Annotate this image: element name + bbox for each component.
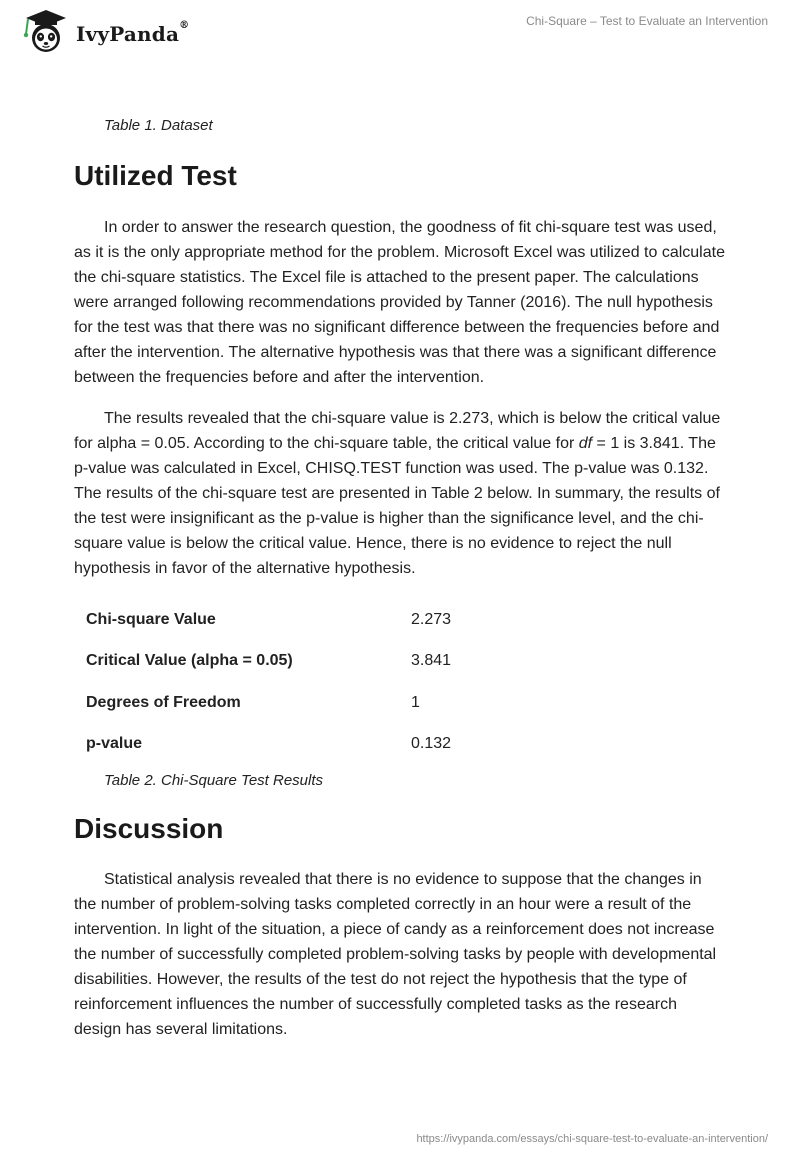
table-row (74, 682, 494, 724)
document-body (74, 108, 728, 1042)
row-value: 3.841 (411, 652, 452, 670)
row-label: Degrees of Freedom (86, 693, 241, 711)
results-table (74, 599, 494, 765)
row-label: Chi-square Value (86, 610, 216, 628)
table-2-caption: Table 2. Chi-Square Test Results (104, 772, 324, 789)
row-value: 1 (411, 693, 420, 711)
document-title: Chi-Square – Test to Evaluate an Intervention (526, 14, 768, 28)
row-value: 0.132 (411, 735, 452, 753)
table-1-caption: Table 1. Dataset (104, 117, 213, 134)
table-row (74, 724, 494, 766)
section-heading-utilized-test: Utilized Test (74, 160, 237, 191)
ivypanda-logo[interactable] (16, 8, 189, 54)
table-row (74, 641, 494, 683)
paragraph-method: In order to answer the research question, the goodness of fit chi-square test was used, as it is the only appropriate method for the problem. Microsoft Excel was utilized to calculate the chi-square statistics. The Excel file is attached to the present paper. The calculations were arranged following recommendations provided by Tanner (2016). The null hypothesis for the test was that there was no significant difference between the frequencies before and after the intervention. The alternative hypothesis was that there was a significant difference between the frequencies before and after the intervention. (74, 219, 725, 386)
page-header (0, 0, 800, 60)
row-label: p-value (86, 735, 143, 753)
row-value: 2.273 (411, 610, 452, 628)
source-url[interactable]: https://ivypanda.com/essays/chi-square-test-to-evaluate-an-intervention/ (416, 1133, 768, 1145)
paragraph-results: The results revealed that the chi-square value is 2.273, which is below the critical value for alpha = 0.05. According to the chi-square table, the critical value for df = 1 is 3.841. The p-value was calculated in Excel, CHISQ.TEST function was used. The p-value was 0.132. The results of the chi-square test are presented in Table 2 below. In summary, the results of the test were insignificant as the p-value is higher than the significance level, and the chi-square value is below the critical value. Hence, there is no evidence to reject the null hypothesis in favor of the alternative hypothesis. (74, 410, 721, 577)
paragraph-discussion: Statistical analysis revealed that there is no evidence to suppose that the changes in the number of problem-solving tasks completed correctly in an hour were a result of the intervention. In light of the situation, a piece of candy as a reinforcement does not increase the number of successfully completed problem-solving tasks by people with developmental disabilities. However, the results of the test do not reject the hypothesis that the type of reinforcement influences the number of successfully completed tasks as the research design has several limitations. (74, 871, 717, 1038)
table-row (74, 599, 494, 641)
panda-graduate-icon (16, 8, 72, 54)
section-heading-discussion: Discussion (74, 813, 224, 844)
logo-wordmark: IvyPanda® (76, 20, 190, 46)
df-term: df (578, 435, 593, 452)
row-label: Critical Value (alpha = 0.05) (86, 652, 293, 670)
